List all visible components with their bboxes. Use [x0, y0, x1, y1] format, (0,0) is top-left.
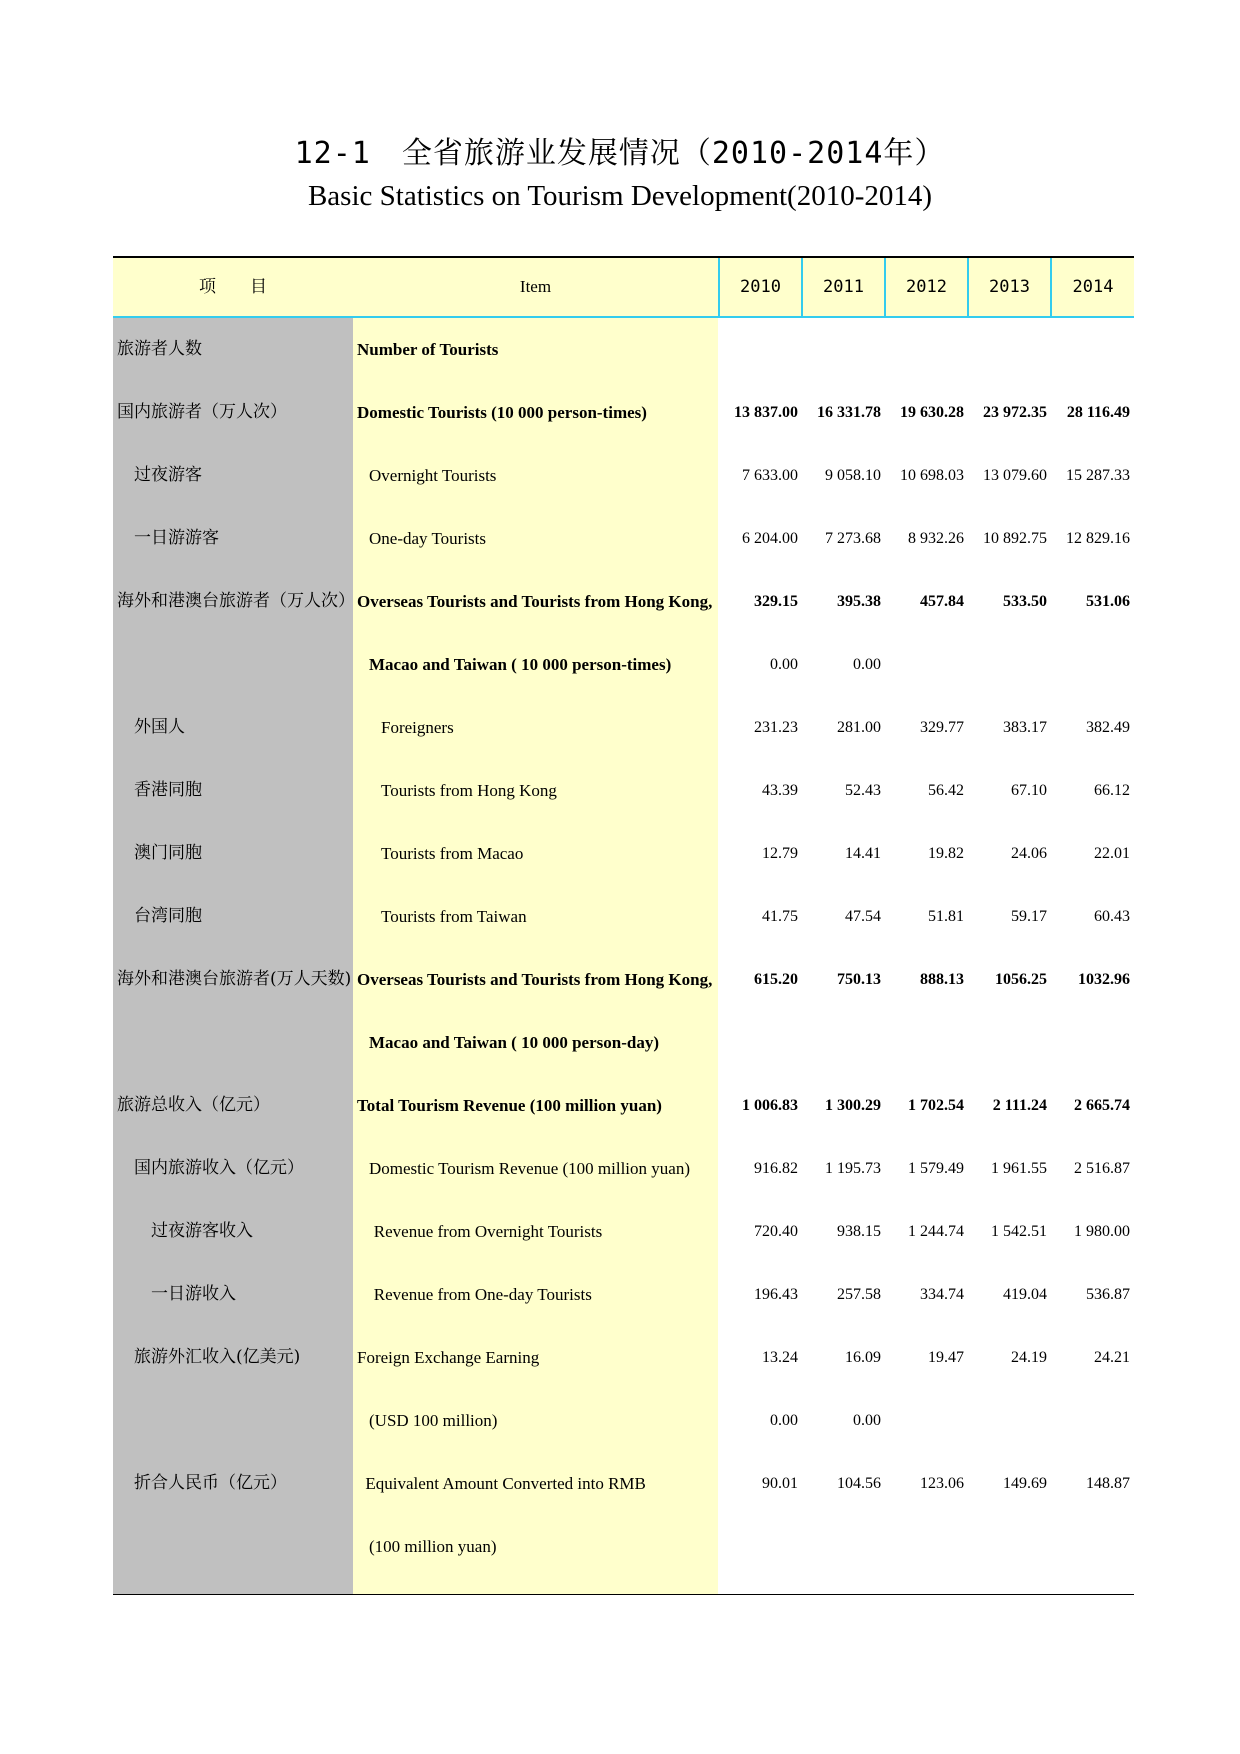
row-value-2014: 22.01 [1094, 845, 1130, 862]
table-row [113, 1452, 1134, 1515]
row-value-2013: 23 972.35 [983, 404, 1047, 421]
row-value-2010: 615.20 [754, 971, 798, 988]
table-row [113, 633, 1134, 696]
table-row [113, 1263, 1134, 1326]
table-row [113, 1515, 1134, 1578]
row-value-2012: 19.82 [928, 845, 964, 862]
row-value-2014: 24.21 [1094, 1349, 1130, 1366]
table-row [113, 822, 1134, 885]
row-label-en: Foreign Exchange Earning [357, 1348, 540, 1367]
row-label-cn: 折合人民币（亿元） [134, 1473, 287, 1493]
row-value-2010: 41.75 [762, 908, 798, 925]
row-value-2010: 196.43 [754, 1286, 798, 1303]
row-value-2014: 60.43 [1094, 908, 1130, 925]
row-value-2012: 329.77 [920, 719, 964, 736]
table-row [113, 696, 1134, 759]
row-value-2010: 43.39 [762, 782, 798, 799]
row-value-2014: 531.06 [1086, 593, 1130, 610]
table-row [113, 948, 1134, 1011]
row-label-cn: 香港同胞 [134, 780, 202, 800]
row-label-en: Macao and Taiwan ( 10 000 person-day) [369, 1033, 659, 1052]
row-value-2014: 2 665.74 [1074, 1097, 1130, 1114]
row-label-en: (100 million yuan) [369, 1537, 497, 1556]
header-year-2013: 2013 [967, 258, 1050, 316]
row-label-cn: 国内旅游收入（亿元） [134, 1158, 304, 1178]
row-value-2011: 938.15 [837, 1223, 881, 1240]
row-value-2014: 2 516.87 [1074, 1160, 1130, 1177]
row-value-2010 [718, 1011, 798, 1074]
table-row [113, 885, 1134, 948]
row-value-2010: 90.01 [762, 1475, 798, 1492]
row-value-2012: 56.42 [928, 782, 964, 799]
row-value-2011: 9 058.10 [825, 467, 881, 484]
row-label-cn: 台湾同胞 [134, 906, 202, 926]
row-value-2010: 231.23 [754, 719, 798, 736]
row-value-2012: 19.47 [928, 1349, 964, 1366]
row-label-en: Overseas Tourists and Tourists from Hong Kong, [357, 970, 713, 989]
row-value-2011 [801, 1011, 881, 1074]
row-value-2010: 0.00 [770, 1412, 798, 1429]
row-label-cn: 旅游外汇收入(亿美元) [134, 1347, 301, 1367]
row-label-en: Total Tourism Revenue (100 million yuan) [357, 1096, 662, 1115]
row-label-en: Equivalent Amount Converted into RMB [365, 1474, 646, 1493]
row-value-2013: 419.04 [1003, 1286, 1047, 1303]
header-year-2012: 2012 [884, 258, 967, 316]
title-cn-text: 全省旅游业发展情况（ [401, 136, 712, 171]
row-value-2010: 12.79 [762, 845, 798, 862]
row-label-en: Tourists from Macao [381, 844, 524, 863]
table-row [113, 1074, 1134, 1137]
row-value-2011: 0.00 [853, 656, 881, 673]
row-value-2014: 28 116.49 [1066, 404, 1130, 421]
row-label-cn: 过夜游客 [134, 465, 202, 485]
row-value-2012: 457.84 [920, 593, 964, 610]
row-value-2010: 13.24 [762, 1349, 798, 1366]
row-value-2013 [967, 1515, 1047, 1578]
table-row [113, 381, 1134, 444]
row-label-en: Domestic Tourists (10 000 person-times) [357, 403, 647, 422]
row-value-2011: 52.43 [845, 782, 881, 799]
row-value-2012: 1 244.74 [908, 1223, 964, 1240]
row-label-en: Macao and Taiwan ( 10 000 person-times) [369, 655, 672, 674]
row-value-2012: 888.13 [920, 971, 964, 988]
row-label-cn: 海外和港澳台旅游者（万人次） [117, 591, 355, 611]
row-value-2014 [1050, 1389, 1130, 1452]
header-year-2010: 2010 [718, 258, 801, 316]
row-value-2014 [1050, 318, 1130, 381]
row-value-2013: 24.06 [1011, 845, 1047, 862]
row-value-2014: 536.87 [1086, 1286, 1130, 1303]
row-value-2013 [967, 633, 1047, 696]
row-value-2013: 533.50 [1003, 593, 1047, 610]
row-value-2010: 13 837.00 [734, 404, 798, 421]
title-cn-years: 2010-2014 [711, 136, 884, 171]
row-value-2010: 7 633.00 [742, 467, 798, 484]
row-value-2014 [1050, 633, 1130, 696]
row-value-2012 [884, 1515, 964, 1578]
row-value-2013: 1056.25 [995, 971, 1047, 988]
row-value-2012: 19 630.28 [900, 404, 964, 421]
row-label-cn: 海外和港澳台旅游者(万人天数) [117, 969, 352, 989]
table-row [113, 1011, 1134, 1074]
row-value-2014: 148.87 [1086, 1475, 1130, 1492]
row-value-2011: 257.58 [837, 1286, 881, 1303]
row-value-2014 [1050, 1011, 1130, 1074]
row-value-2011: 1 195.73 [825, 1160, 881, 1177]
table-row [113, 318, 1134, 381]
row-value-2012: 123.06 [920, 1475, 964, 1492]
row-value-2010: 916.82 [754, 1160, 798, 1177]
row-label-en: Revenue from Overnight Tourists [373, 1222, 603, 1241]
table-row [113, 1137, 1134, 1200]
row-value-2011: 47.54 [845, 908, 881, 925]
row-value-2013: 13 079.60 [983, 467, 1047, 484]
row-value-2011: 0.00 [853, 1412, 881, 1429]
table-row [113, 1326, 1134, 1389]
row-value-2013 [967, 1389, 1047, 1452]
row-value-2011: 16.09 [845, 1349, 881, 1366]
page-title-cn [0, 128, 1240, 172]
row-label-en: Overnight Tourists [369, 466, 497, 485]
row-value-2010: 0.00 [770, 656, 798, 673]
row-value-2013: 67.10 [1011, 782, 1047, 799]
page-title-en: Basic Statistics on Tourism Development(2010-2014) [307, 180, 933, 212]
row-value-2011: 281.00 [837, 719, 881, 736]
row-value-2012: 1 579.49 [908, 1160, 964, 1177]
row-label-en: Revenue from One-day Tourists [373, 1285, 592, 1304]
row-value-2013: 383.17 [1003, 719, 1047, 736]
table-header [113, 256, 1134, 318]
row-label-cn: 澳门同胞 [134, 843, 202, 863]
row-value-2013: 1 542.51 [991, 1223, 1047, 1240]
row-value-2011: 395.38 [837, 593, 881, 610]
row-value-2014: 1032.96 [1078, 971, 1130, 988]
title-cn-number: 12-1 [294, 136, 371, 171]
row-value-2010 [718, 318, 798, 381]
row-label-cn: 外国人 [134, 717, 185, 737]
row-label-cn: 旅游者人数 [117, 339, 202, 359]
row-label-cn: 过夜游客收入 [151, 1221, 253, 1241]
row-value-2010: 720.40 [754, 1223, 798, 1240]
row-value-2012: 334.74 [920, 1286, 964, 1303]
row-value-2012 [884, 1389, 964, 1452]
title-cn-tail: 年） [883, 136, 946, 171]
row-value-2013: 24.19 [1011, 1349, 1047, 1366]
row-value-2014: 382.49 [1086, 719, 1130, 736]
row-label-cn: 一日游收入 [151, 1284, 236, 1304]
row-value-2013: 2 111.24 [992, 1097, 1047, 1114]
header-cn: 项 目 [199, 277, 267, 297]
row-label-en: Foreigners [381, 718, 454, 737]
row-value-2011: 14.41 [845, 845, 881, 862]
row-value-2011: 1 300.29 [825, 1097, 881, 1114]
table-row [113, 1389, 1134, 1452]
row-value-2012 [884, 318, 964, 381]
row-value-2013: 59.17 [1011, 908, 1047, 925]
row-value-2014: 66.12 [1094, 782, 1130, 799]
row-value-2014: 1 980.00 [1074, 1223, 1130, 1240]
row-label-cn: 一日游游客 [134, 528, 219, 548]
row-value-2010: 6 204.00 [742, 530, 798, 547]
table-row [113, 444, 1134, 507]
table-row [113, 759, 1134, 822]
row-value-2013: 1 961.55 [991, 1160, 1047, 1177]
row-value-2010 [718, 1515, 798, 1578]
row-value-2011: 16 331.78 [817, 404, 881, 421]
row-value-2011 [801, 1515, 881, 1578]
row-value-2013: 149.69 [1003, 1475, 1047, 1492]
row-value-2013 [967, 1011, 1047, 1074]
row-label-cn: 国内旅游者（万人次） [117, 402, 287, 422]
row-value-2014 [1050, 1515, 1130, 1578]
row-label-en: Number of Tourists [357, 340, 499, 359]
header-year-2011: 2011 [801, 258, 884, 316]
header-year-2014: 2014 [1050, 258, 1134, 316]
row-value-2013: 10 892.75 [983, 530, 1047, 547]
row-label-cn: 旅游总收入（亿元） [117, 1095, 270, 1115]
row-value-2011: 750.13 [837, 971, 881, 988]
table-row [113, 1200, 1134, 1263]
row-label-en: Domestic Tourism Revenue (100 million yuan) [369, 1159, 690, 1178]
row-value-2012 [884, 1011, 964, 1074]
row-label-en: Tourists from Taiwan [381, 907, 527, 926]
header-item: Item [519, 277, 552, 296]
row-value-2012 [884, 633, 964, 696]
table-bottom-rule [113, 1594, 1134, 1595]
row-value-2011 [801, 318, 881, 381]
row-value-2010: 329.15 [754, 593, 798, 610]
row-value-2011: 7 273.68 [825, 530, 881, 547]
row-value-2012: 51.81 [928, 908, 964, 925]
row-value-2011: 104.56 [837, 1475, 881, 1492]
row-value-2014: 12 829.16 [1066, 530, 1130, 547]
row-value-2012: 10 698.03 [900, 467, 964, 484]
row-value-2013 [967, 318, 1047, 381]
row-value-2014: 15 287.33 [1066, 467, 1130, 484]
table-row [113, 507, 1134, 570]
row-label-en: Tourists from Hong Kong [381, 781, 557, 800]
row-value-2012: 8 932.26 [908, 530, 964, 547]
row-value-2012: 1 702.54 [908, 1097, 964, 1114]
row-value-2010: 1 006.83 [742, 1097, 798, 1114]
row-label-en: (USD 100 million) [369, 1411, 498, 1430]
row-label-en: One-day Tourists [369, 529, 487, 548]
row-label-en: Overseas Tourists and Tourists from Hong Kong, [357, 592, 713, 611]
table-row [113, 570, 1134, 633]
